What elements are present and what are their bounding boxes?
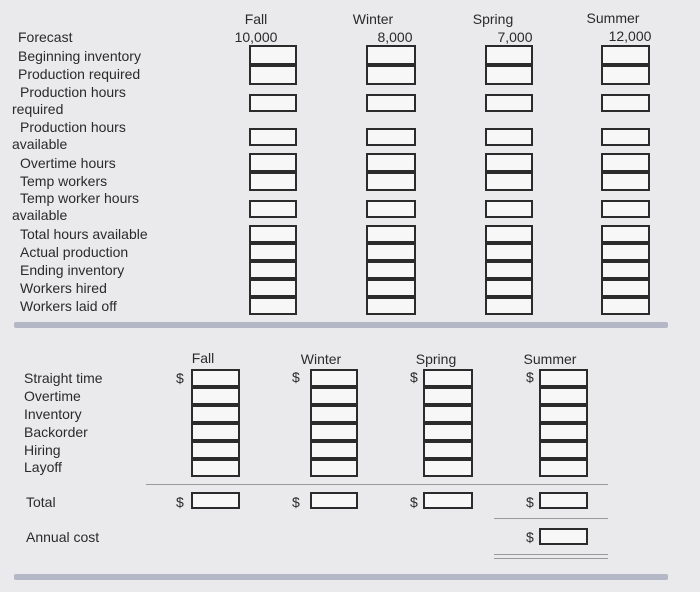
dollar-spring: $ — [410, 369, 418, 385]
label-temp-workers: Temp workers — [20, 173, 108, 189]
label-temp-worker-hours-available: Temp worker hours — [20, 190, 140, 206]
input-actual-production-fall[interactable] — [249, 243, 297, 261]
bottom-divider — [14, 574, 668, 580]
input-beginning-inventory-winter[interactable] — [366, 45, 416, 65]
input-total-winter[interactable] — [310, 492, 358, 509]
input-beginning-inventory-summer[interactable] — [601, 45, 650, 65]
input-ending-inventory-summer[interactable] — [601, 261, 650, 279]
input-production-hours-available-spring[interactable] — [485, 128, 533, 146]
input-production-required-fall[interactable] — [249, 65, 297, 85]
input-temp-worker-hours-available-winter[interactable] — [366, 200, 416, 218]
label-annual-cost: Annual cost — [26, 529, 100, 545]
input-hiring-winter[interactable] — [310, 441, 358, 459]
input-temp-worker-hours-available-summer[interactable] — [601, 200, 650, 218]
label-actual-production: Actual production — [20, 244, 129, 260]
input-production-required-winter[interactable] — [366, 65, 416, 85]
input-layoff-summer[interactable] — [539, 459, 588, 477]
annual-double-underline-2 — [494, 558, 608, 559]
label-temp-worker-hours-available-cont: available — [12, 207, 68, 223]
input-workers-hired-winter[interactable] — [366, 279, 416, 297]
label-beginning-inventory: Beginning inventory — [18, 48, 141, 64]
input-production-required-spring[interactable] — [485, 65, 533, 85]
input-workers-hired-summer[interactable] — [601, 279, 650, 297]
label-ending-inventory: Ending inventory — [20, 262, 125, 278]
input-inventory-spring[interactable] — [423, 405, 473, 423]
label-inventory: Inventory — [24, 406, 82, 422]
label-workers-laid-off: Workers laid off — [20, 298, 117, 314]
input-hiring-fall[interactable] — [191, 441, 240, 459]
input-total-spring[interactable] — [423, 492, 473, 509]
input-temp-worker-hours-available-fall[interactable] — [249, 200, 297, 218]
dollar-total-spring: $ — [410, 494, 418, 510]
label-layoff: Layoff — [24, 459, 62, 475]
forecast-fall: 10,000 — [234, 29, 278, 45]
input-actual-production-winter[interactable] — [366, 243, 416, 261]
input-overtime-fall[interactable] — [191, 387, 240, 405]
input-backorder-winter[interactable] — [310, 423, 358, 441]
forecast-spring: 7,000 — [497, 29, 533, 45]
input-total-hours-available-summer[interactable] — [601, 225, 650, 243]
input-production-hours-required-fall[interactable] — [249, 94, 297, 112]
input-overtime-hours-winter[interactable] — [366, 153, 416, 172]
input-workers-laid-off-fall[interactable] — [249, 297, 297, 315]
header-summer: Summer — [586, 10, 640, 26]
cost-header-winter: Winter — [300, 351, 342, 367]
label-production-hours-available: Production hours — [20, 119, 126, 135]
input-hiring-summer[interactable] — [539, 441, 588, 459]
label-production-hours-required-cont: required — [12, 101, 64, 117]
input-straight-time-fall[interactable] — [191, 369, 240, 387]
label-production-hours-required: Production hours — [20, 84, 126, 100]
label-total: Total — [26, 494, 56, 510]
total-rule — [146, 484, 608, 485]
forecast-winter: 8,000 — [377, 29, 413, 45]
input-actual-production-summer[interactable] — [601, 243, 650, 261]
input-production-hours-available-summer[interactable] — [601, 128, 650, 146]
input-total-hours-available-winter[interactable] — [366, 225, 416, 243]
input-workers-hired-spring[interactable] — [485, 279, 533, 297]
label-overtime: Overtime — [24, 388, 81, 404]
input-ending-inventory-spring[interactable] — [485, 261, 533, 279]
input-production-hours-available-fall[interactable] — [249, 128, 297, 146]
total-underline — [494, 518, 608, 519]
input-layoff-winter[interactable] — [310, 459, 358, 477]
header-spring: Spring — [472, 11, 514, 27]
input-temp-worker-hours-available-spring[interactable] — [485, 200, 533, 218]
label-total-hours-available: Total hours available — [20, 226, 148, 242]
input-overtime-hours-summer[interactable] — [601, 153, 650, 172]
input-temp-workers-spring[interactable] — [485, 172, 533, 191]
dollar-fall: $ — [176, 370, 184, 386]
label-production-required: Production required — [18, 66, 141, 82]
input-ending-inventory-winter[interactable] — [366, 261, 416, 279]
input-backorder-fall[interactable] — [191, 423, 240, 441]
input-total-hours-available-fall[interactable] — [249, 225, 297, 243]
label-overtime-hours: Overtime hours — [20, 155, 116, 171]
input-layoff-spring[interactable] — [423, 459, 473, 477]
input-beginning-inventory-spring[interactable] — [485, 45, 533, 65]
annual-double-underline-1 — [494, 554, 608, 555]
input-overtime-hours-fall[interactable] — [249, 153, 297, 172]
input-total-hours-available-spring[interactable] — [485, 225, 533, 243]
label-backorder: Backorder — [24, 424, 88, 440]
input-backorder-summer[interactable] — [539, 423, 588, 441]
input-overtime-summer[interactable] — [539, 387, 588, 405]
header-winter: Winter — [352, 11, 394, 27]
dollar-summer: $ — [526, 369, 534, 385]
cost-header-fall: Fall — [191, 350, 215, 366]
input-straight-time-winter[interactable] — [310, 369, 358, 387]
input-temp-workers-winter[interactable] — [366, 172, 416, 191]
input-temp-workers-fall[interactable] — [249, 172, 297, 191]
input-inventory-summer[interactable] — [539, 405, 588, 423]
input-production-hours-required-spring[interactable] — [485, 94, 533, 112]
dollar-winter: $ — [292, 369, 300, 385]
input-overtime-winter[interactable] — [310, 387, 358, 405]
input-hiring-spring[interactable] — [423, 441, 473, 459]
label-workers-hired: Workers hired — [20, 280, 107, 296]
input-workers-hired-fall[interactable] — [249, 279, 297, 297]
input-temp-workers-summer[interactable] — [601, 172, 650, 191]
cost-header-summer: Summer — [523, 351, 577, 367]
input-total-summer[interactable] — [539, 492, 588, 509]
label-hiring: Hiring — [24, 442, 61, 458]
section-divider — [14, 322, 668, 328]
input-overtime-hours-spring[interactable] — [485, 153, 533, 172]
input-annual-cost[interactable] — [539, 528, 588, 545]
input-ending-inventory-fall[interactable] — [249, 261, 297, 279]
input-production-hours-available-winter[interactable] — [366, 128, 416, 146]
input-actual-production-spring[interactable] — [485, 243, 533, 261]
input-beginning-inventory-fall[interactable] — [249, 45, 297, 65]
input-workers-laid-off-summer[interactable] — [601, 297, 650, 315]
input-backorder-spring[interactable] — [423, 423, 473, 441]
input-layoff-fall[interactable] — [191, 459, 240, 477]
input-inventory-fall[interactable] — [191, 405, 240, 423]
forecast-summer: 12,000 — [608, 28, 652, 44]
label-straight-time: Straight time — [24, 370, 103, 386]
input-production-hours-required-summer[interactable] — [601, 94, 650, 112]
label-forecast: Forecast — [18, 29, 73, 45]
input-straight-time-summer[interactable] — [539, 369, 588, 387]
dollar-total-summer: $ — [526, 494, 534, 510]
input-production-hours-required-winter[interactable] — [366, 94, 416, 112]
input-inventory-winter[interactable] — [310, 405, 358, 423]
input-overtime-spring[interactable] — [423, 387, 473, 405]
header-fall: Fall — [244, 11, 268, 27]
dollar-total-fall: $ — [176, 494, 184, 510]
input-straight-time-spring[interactable] — [423, 369, 473, 387]
input-production-required-summer[interactable] — [601, 65, 650, 85]
label-production-hours-available-cont: available — [12, 136, 68, 152]
dollar-annual-cost: $ — [526, 529, 534, 545]
input-workers-laid-off-winter[interactable] — [366, 297, 416, 315]
input-workers-laid-off-spring[interactable] — [485, 297, 533, 315]
dollar-total-winter: $ — [292, 494, 300, 510]
cost-header-spring: Spring — [415, 351, 457, 367]
input-total-fall[interactable] — [191, 492, 240, 509]
